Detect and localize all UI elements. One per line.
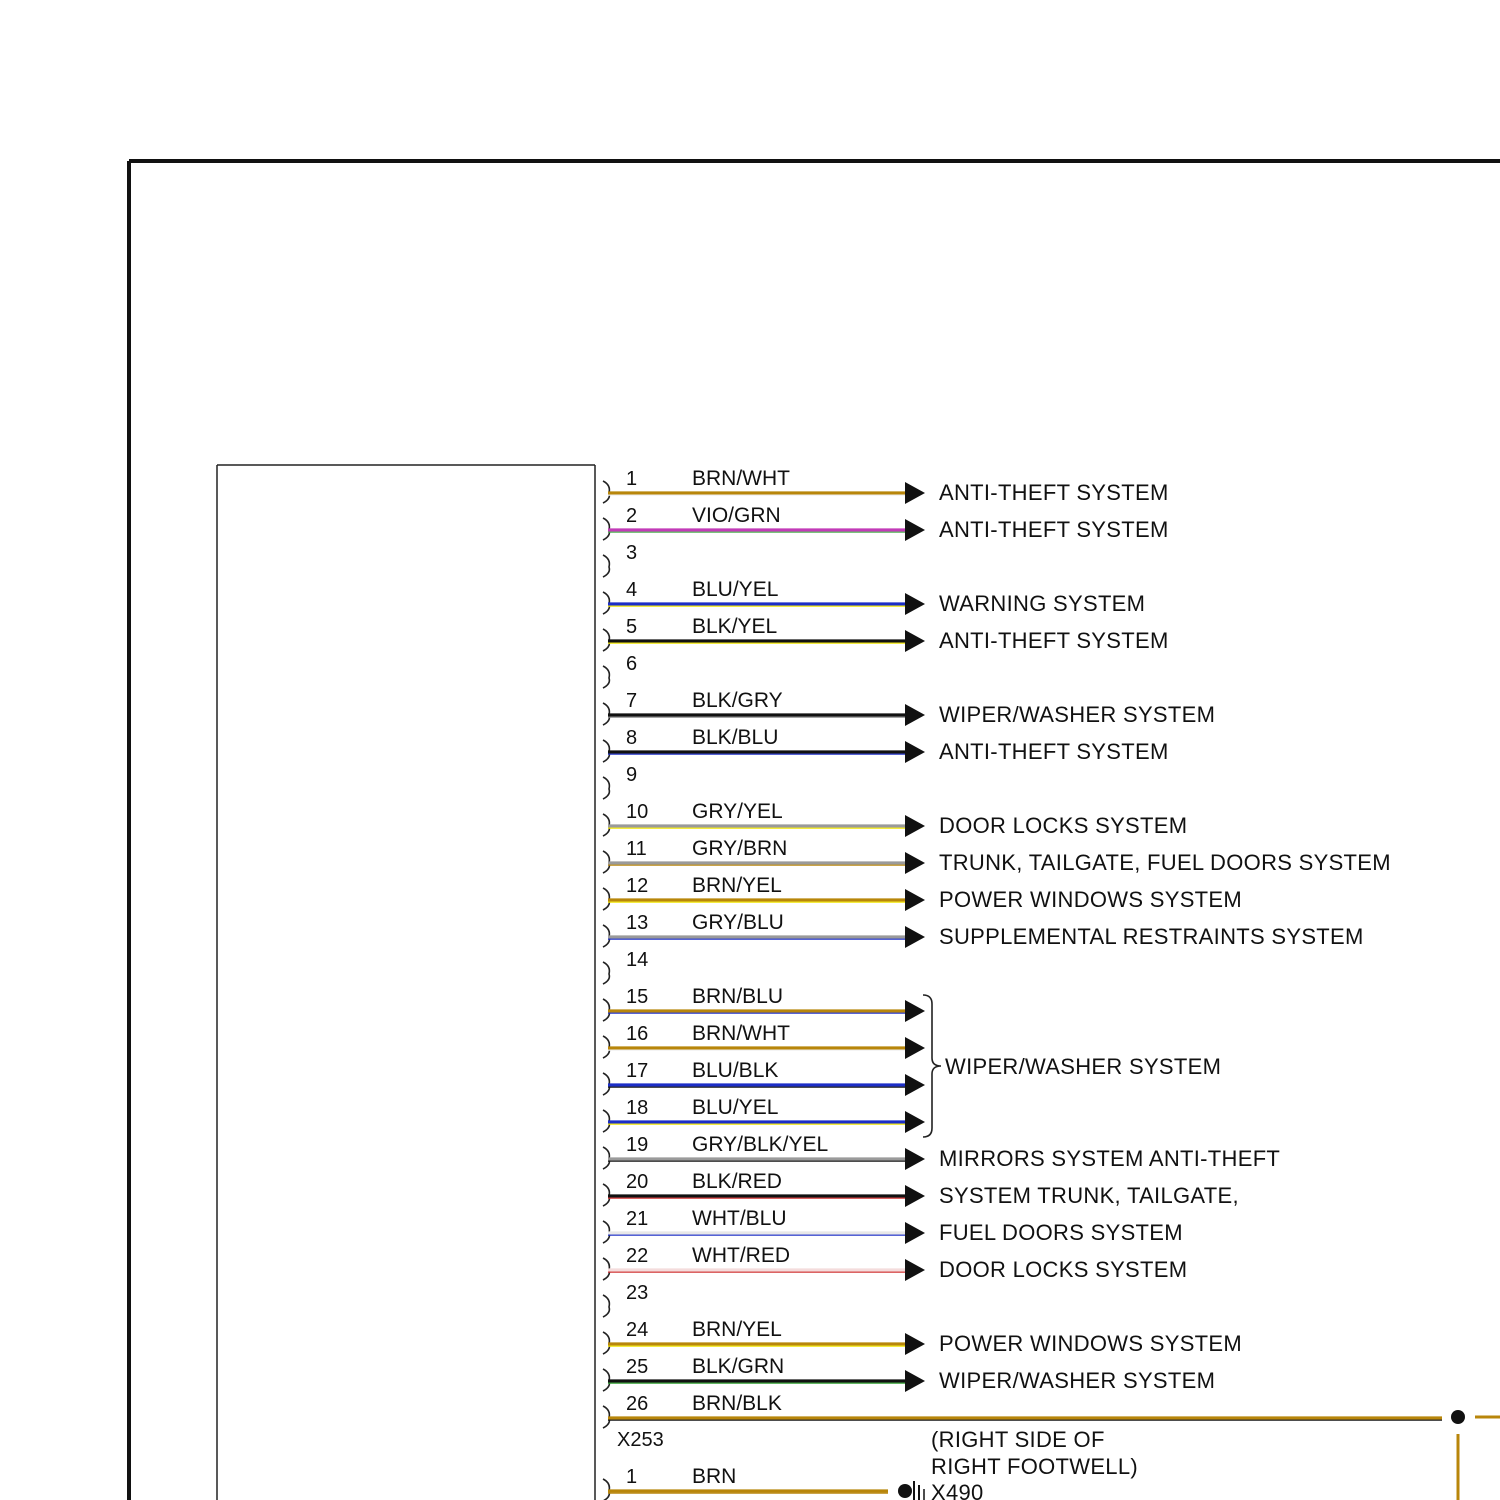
wire-color-code: GRY/BRN xyxy=(692,837,788,860)
pin-row xyxy=(603,1392,1442,1428)
wire-color-code: BRN/BLU xyxy=(692,985,784,1008)
pin-row xyxy=(603,467,1169,505)
pin-row xyxy=(603,1282,648,1317)
pin-number: 22 xyxy=(626,1245,649,1267)
pin-number: 6 xyxy=(626,653,638,675)
wire-color-code: BRN/WHT xyxy=(692,467,790,490)
pin-number: 24 xyxy=(626,1319,649,1341)
pin-number: 17 xyxy=(626,1060,649,1082)
wire-color-code: WHT/BLU xyxy=(692,1207,787,1230)
ground-id: X490 xyxy=(931,1480,984,1500)
pin-number: 8 xyxy=(626,727,638,749)
pin-socket-icon xyxy=(603,962,609,984)
destination-label: SUPPLEMENTAL RESTRAINTS SYSTEM xyxy=(939,924,1364,949)
pin-row xyxy=(603,1170,1239,1208)
wire xyxy=(608,1344,905,1346)
pin-row xyxy=(603,800,1187,838)
wire-color-code: BRN/YEL xyxy=(692,874,782,897)
arrow-right-icon xyxy=(905,1148,925,1170)
destination-label: SYSTEM TRUNK, TAILGATE, xyxy=(939,1183,1239,1208)
pin-number: 12 xyxy=(626,875,649,897)
pin-row xyxy=(603,1207,1183,1245)
pin-row xyxy=(603,1059,925,1096)
wire xyxy=(608,715,905,717)
wire xyxy=(608,1085,905,1087)
destination-label: WARNING SYSTEM xyxy=(939,591,1146,616)
ground-location-line-1: (RIGHT SIDE OF xyxy=(931,1427,1105,1452)
pin-number: 20 xyxy=(626,1171,649,1193)
wire-color-code: BLK/BLU xyxy=(692,726,779,749)
wire xyxy=(608,641,905,643)
destination-label: ANTI-THEFT SYSTEM xyxy=(939,739,1169,764)
wire xyxy=(608,1159,905,1161)
ground-location-line-2: RIGHT FOOTWELL) xyxy=(931,1454,1138,1479)
arrow-right-icon xyxy=(905,741,925,763)
pin-row xyxy=(603,949,648,984)
outer-frame xyxy=(129,161,1500,1500)
pin-number: 21 xyxy=(626,1208,649,1230)
pin-number: 15 xyxy=(626,986,649,1008)
wire-color-code: BLU/YEL xyxy=(692,1096,779,1119)
pin-number: 14 xyxy=(626,949,649,971)
wire xyxy=(608,1418,1442,1420)
destination-label: TRUNK, TAILGATE, FUEL DOORS SYSTEM xyxy=(939,850,1391,875)
wire xyxy=(608,1122,905,1124)
pin-number: 5 xyxy=(626,616,638,638)
splice-dot xyxy=(1451,1410,1465,1424)
wire xyxy=(608,1270,905,1272)
arrow-right-icon xyxy=(905,926,925,948)
group-brace xyxy=(923,995,941,1137)
ground-dot xyxy=(898,1484,912,1498)
wire xyxy=(608,1491,888,1493)
pin-row xyxy=(603,542,637,577)
wire-color-code: WHT/RED xyxy=(692,1244,790,1267)
destination-label: ANTI-THEFT SYSTEM xyxy=(939,628,1169,653)
destination-label: WIPER/WASHER SYSTEM xyxy=(939,702,1216,727)
module-box xyxy=(217,465,595,1500)
destination-label: WIPER/WASHER SYSTEM xyxy=(939,1368,1216,1393)
pin-number: 9 xyxy=(626,764,638,786)
arrow-right-icon xyxy=(905,519,925,541)
wire xyxy=(608,1048,905,1050)
pin-row xyxy=(603,911,1364,949)
arrow-right-icon xyxy=(905,1333,925,1355)
arrow-right-icon xyxy=(905,1111,925,1133)
destination-label: MIRRORS SYSTEM ANTI-THEFT xyxy=(939,1146,1281,1171)
wire-color-code: BRN/BLK xyxy=(692,1392,782,1415)
wiper-washer-group xyxy=(923,995,1221,1137)
pin-number: 26 xyxy=(626,1393,649,1415)
wire-color-code: VIO/GRN xyxy=(692,504,781,527)
pin-number: 1 xyxy=(626,1466,638,1488)
wire xyxy=(608,1011,905,1013)
wire xyxy=(608,1381,905,1383)
pin-number: 1 xyxy=(626,468,638,490)
wire-color-code: BLU/YEL xyxy=(692,578,779,601)
wire xyxy=(608,863,905,865)
wire-color-code: GRY/BLU xyxy=(692,911,784,934)
pin-socket-icon xyxy=(603,777,609,799)
pin-number: 10 xyxy=(626,801,649,823)
pin-row xyxy=(603,615,1169,653)
wire-color-code: BLU/BLK xyxy=(692,1059,779,1082)
wire xyxy=(608,1233,905,1235)
pin-number: 4 xyxy=(626,579,638,601)
destination-label: POWER WINDOWS SYSTEM xyxy=(939,1331,1242,1356)
pin-row xyxy=(603,985,925,1022)
pin-number: 3 xyxy=(626,542,638,564)
pin-number: 13 xyxy=(626,912,649,934)
pin-number: 11 xyxy=(626,838,647,860)
group-destination: WIPER/WASHER SYSTEM xyxy=(945,1054,1222,1079)
wire-color-code: BRN xyxy=(692,1465,737,1488)
arrow-right-icon xyxy=(905,1370,925,1392)
pin-row xyxy=(603,837,1391,875)
destination-label: POWER WINDOWS SYSTEM xyxy=(939,887,1242,912)
pin-row xyxy=(603,653,637,688)
pin-socket-icon xyxy=(603,555,609,577)
pin-number: 7 xyxy=(626,690,638,712)
pin-row xyxy=(603,1355,1215,1393)
wire-color-code: BLK/GRY xyxy=(692,689,783,712)
pin-row xyxy=(603,578,1145,616)
wire xyxy=(608,530,905,532)
wire-color-code: BRN/YEL xyxy=(692,1318,782,1341)
pin-row xyxy=(603,1022,925,1059)
destination-label: FUEL DOORS SYSTEM xyxy=(939,1220,1183,1245)
splice xyxy=(1451,1410,1500,1500)
pin-row xyxy=(603,1133,1280,1171)
wire-color-code: GRY/BLK/YEL xyxy=(692,1133,829,1156)
wire xyxy=(608,752,905,754)
connector-id: X253 xyxy=(617,1429,664,1451)
pin-number: 19 xyxy=(626,1134,649,1156)
arrow-right-icon xyxy=(905,1000,925,1022)
pin-number: 16 xyxy=(626,1023,649,1045)
arrow-right-icon xyxy=(905,1259,925,1281)
arrow-right-icon xyxy=(905,1037,925,1059)
pin-row xyxy=(603,689,1215,727)
destination-label: ANTI-THEFT SYSTEM xyxy=(939,517,1169,542)
wire xyxy=(608,937,905,939)
pin-row xyxy=(603,726,1169,764)
pin-socket-icon xyxy=(603,1295,609,1317)
arrow-right-icon xyxy=(905,1222,925,1244)
pin-row xyxy=(603,874,1242,912)
arrow-right-icon xyxy=(905,593,925,615)
arrow-right-icon xyxy=(905,815,925,837)
wire xyxy=(608,900,905,902)
wire-color-code: BLK/YEL xyxy=(692,615,778,638)
wire-color-code: BLK/GRN xyxy=(692,1355,785,1378)
pin-number: 18 xyxy=(626,1097,649,1119)
arrow-right-icon xyxy=(905,630,925,652)
wire xyxy=(608,826,905,828)
destination-label: DOOR LOCKS SYSTEM xyxy=(939,1257,1188,1282)
wire xyxy=(608,604,905,606)
connector-pins xyxy=(603,467,1442,1428)
arrow-right-icon xyxy=(905,1185,925,1207)
arrow-right-icon xyxy=(905,852,925,874)
second-connector xyxy=(603,1427,1138,1500)
pin-row xyxy=(603,504,1169,542)
destination-label: DOOR LOCKS SYSTEM xyxy=(939,813,1188,838)
destination-label: ANTI-THEFT SYSTEM xyxy=(939,480,1169,505)
pin-row xyxy=(603,764,637,799)
pin-number: 2 xyxy=(626,505,638,527)
wire-color-code: BLK/RED xyxy=(692,1170,782,1193)
wire-color-code: BRN/WHT xyxy=(692,1022,790,1045)
arrow-right-icon xyxy=(905,482,925,504)
pin-row xyxy=(603,1318,1242,1356)
wire xyxy=(608,1196,905,1198)
pin-number: 25 xyxy=(626,1356,649,1378)
pin-number: 23 xyxy=(626,1282,649,1304)
wire xyxy=(608,493,905,495)
arrow-right-icon xyxy=(905,889,925,911)
wire-color-code: GRY/YEL xyxy=(692,800,783,823)
ground-icon xyxy=(914,1481,924,1500)
pin-socket-icon xyxy=(603,666,609,688)
arrow-right-icon xyxy=(905,1074,925,1096)
pin-row xyxy=(603,1096,925,1133)
arrow-right-icon xyxy=(905,704,925,726)
pin-row xyxy=(603,1244,1187,1282)
